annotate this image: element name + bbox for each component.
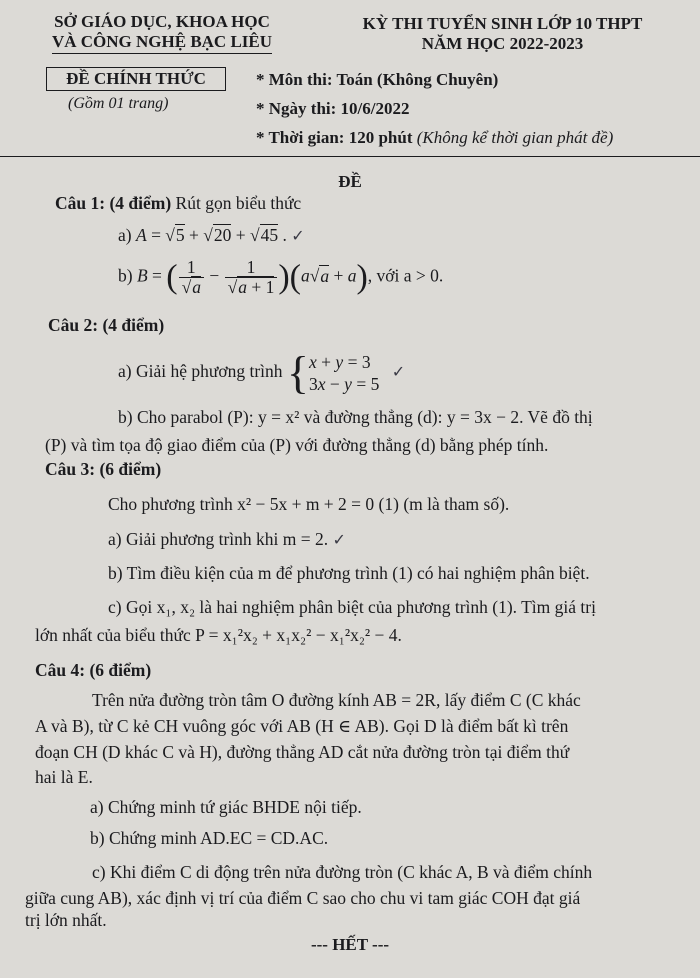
question-2a: a) Giải hệ phương trình {x + y = 3 3x − y = 5 ✓ bbox=[118, 347, 406, 398]
question-2b-line-1: b) Cho parabol (P): y = x² và đường thẳng (d): y = 3x − 2. Vẽ đồ thị bbox=[118, 407, 593, 427]
question-4c-line-3: trị lớn nhất. bbox=[25, 910, 107, 930]
exam-line-2: NĂM HỌC 2022-2023 bbox=[421, 34, 584, 53]
department-line-2: VÀ CÔNG NGHỆ BẠC LIÊU bbox=[52, 32, 272, 54]
official-badge: ĐỀ CHÍNH THỨC bbox=[46, 67, 226, 91]
question-4c-line-2: giữa cung AB), xác định vị trí của điểm C sao cho chu vi tam giác COH đạt giá bbox=[25, 888, 581, 908]
question-1a: a) A = √5 + √20 + √45 . ✓ bbox=[118, 225, 305, 245]
question-4c-line-1: c) Khi điểm C di động trên nửa đường tròn (C khác A, B và điểm chính bbox=[92, 862, 593, 882]
check-mark-icon: ✓ bbox=[332, 532, 346, 549]
question-4b: b) Chứng minh AD.EC = CD.AC. bbox=[90, 828, 329, 848]
question-3c-line-2: lớn nhất của biểu thức P = x₁²x₂ + x₁x₂² − x₁²x₂² − 4. bbox=[35, 625, 402, 645]
question-3b: b) Tìm điều kiện của m để phương trình (1) có hai nghiệm phân biệt. bbox=[108, 563, 590, 583]
question-4-line-2: A và B), từ C kẻ CH vuông góc với AB (H ∈ AB). Gọi D là điểm bất kì trên bbox=[35, 716, 569, 736]
question-3-heading: Câu 3: (6 điểm) bbox=[45, 459, 162, 479]
question-2-heading: Câu 2: (4 điểm) bbox=[48, 315, 165, 335]
question-4a: a) Chứng minh tứ giác BHDE nội tiếp. bbox=[90, 797, 362, 817]
question-4-line-4: hai là E. bbox=[35, 767, 93, 787]
department-line-1: SỞ GIÁO DỤC, KHOA HỌC bbox=[54, 12, 270, 31]
question-3c-line-1: c) Gọi x₁, x₂ là hai nghiệm phân biệt của phương trình (1). Tìm giá trị bbox=[108, 597, 596, 617]
header-divider bbox=[0, 156, 700, 157]
time-info: * Thời gian: 120 phút (Không kể thời gian phát đề) bbox=[256, 128, 614, 147]
question-2b-line-2: (P) và tìm tọa độ giao điểm của (P) với đường thẳng (d) bằng phép tính. bbox=[45, 435, 549, 455]
department-header bbox=[32, 12, 292, 54]
end-marker: --- HẾT --- bbox=[310, 935, 390, 954]
question-1-heading: Câu 1: (4 điểm) Rút gọn biểu thức bbox=[55, 193, 302, 213]
check-mark-icon: ✓ bbox=[383, 364, 406, 382]
question-4-heading: Câu 4: (6 điểm) bbox=[35, 660, 152, 680]
exam-title: ĐỀ bbox=[338, 172, 362, 191]
date-info: * Ngày thi: 10/6/2022 bbox=[256, 99, 410, 118]
exam-line-1: KỲ THI TUYỂN SINH LỚP 10 THPT bbox=[362, 14, 643, 33]
check-mark-icon: ✓ bbox=[291, 228, 305, 245]
question-4-line-1: Trên nửa đường tròn tâm O đường kính AB = 2R, lấy điểm C (C khác bbox=[92, 690, 581, 710]
exam-header bbox=[330, 14, 675, 54]
question-4-line-3: đoạn CH (D khác C và H), đường thẳng AD cắt nửa đường tròn tại điểm thứ bbox=[35, 742, 570, 762]
question-3-intro: Cho phương trình x² − 5x + m + 2 = 0 (1) (m là tham số). bbox=[108, 494, 510, 514]
question-3a: a) Giải phương trình khi m = 2. ✓ bbox=[108, 529, 346, 549]
subject-info: * Môn thi: Toán (Không Chuyên) bbox=[256, 70, 499, 89]
question-1b: b) B = ( $\frac{1}{√a}$ − $\frac{1}{√a + 1}$ )(a√a + a), với a > 0. bbox=[118, 257, 444, 297]
pages-note: (Gồm 01 trang) bbox=[68, 95, 169, 112]
